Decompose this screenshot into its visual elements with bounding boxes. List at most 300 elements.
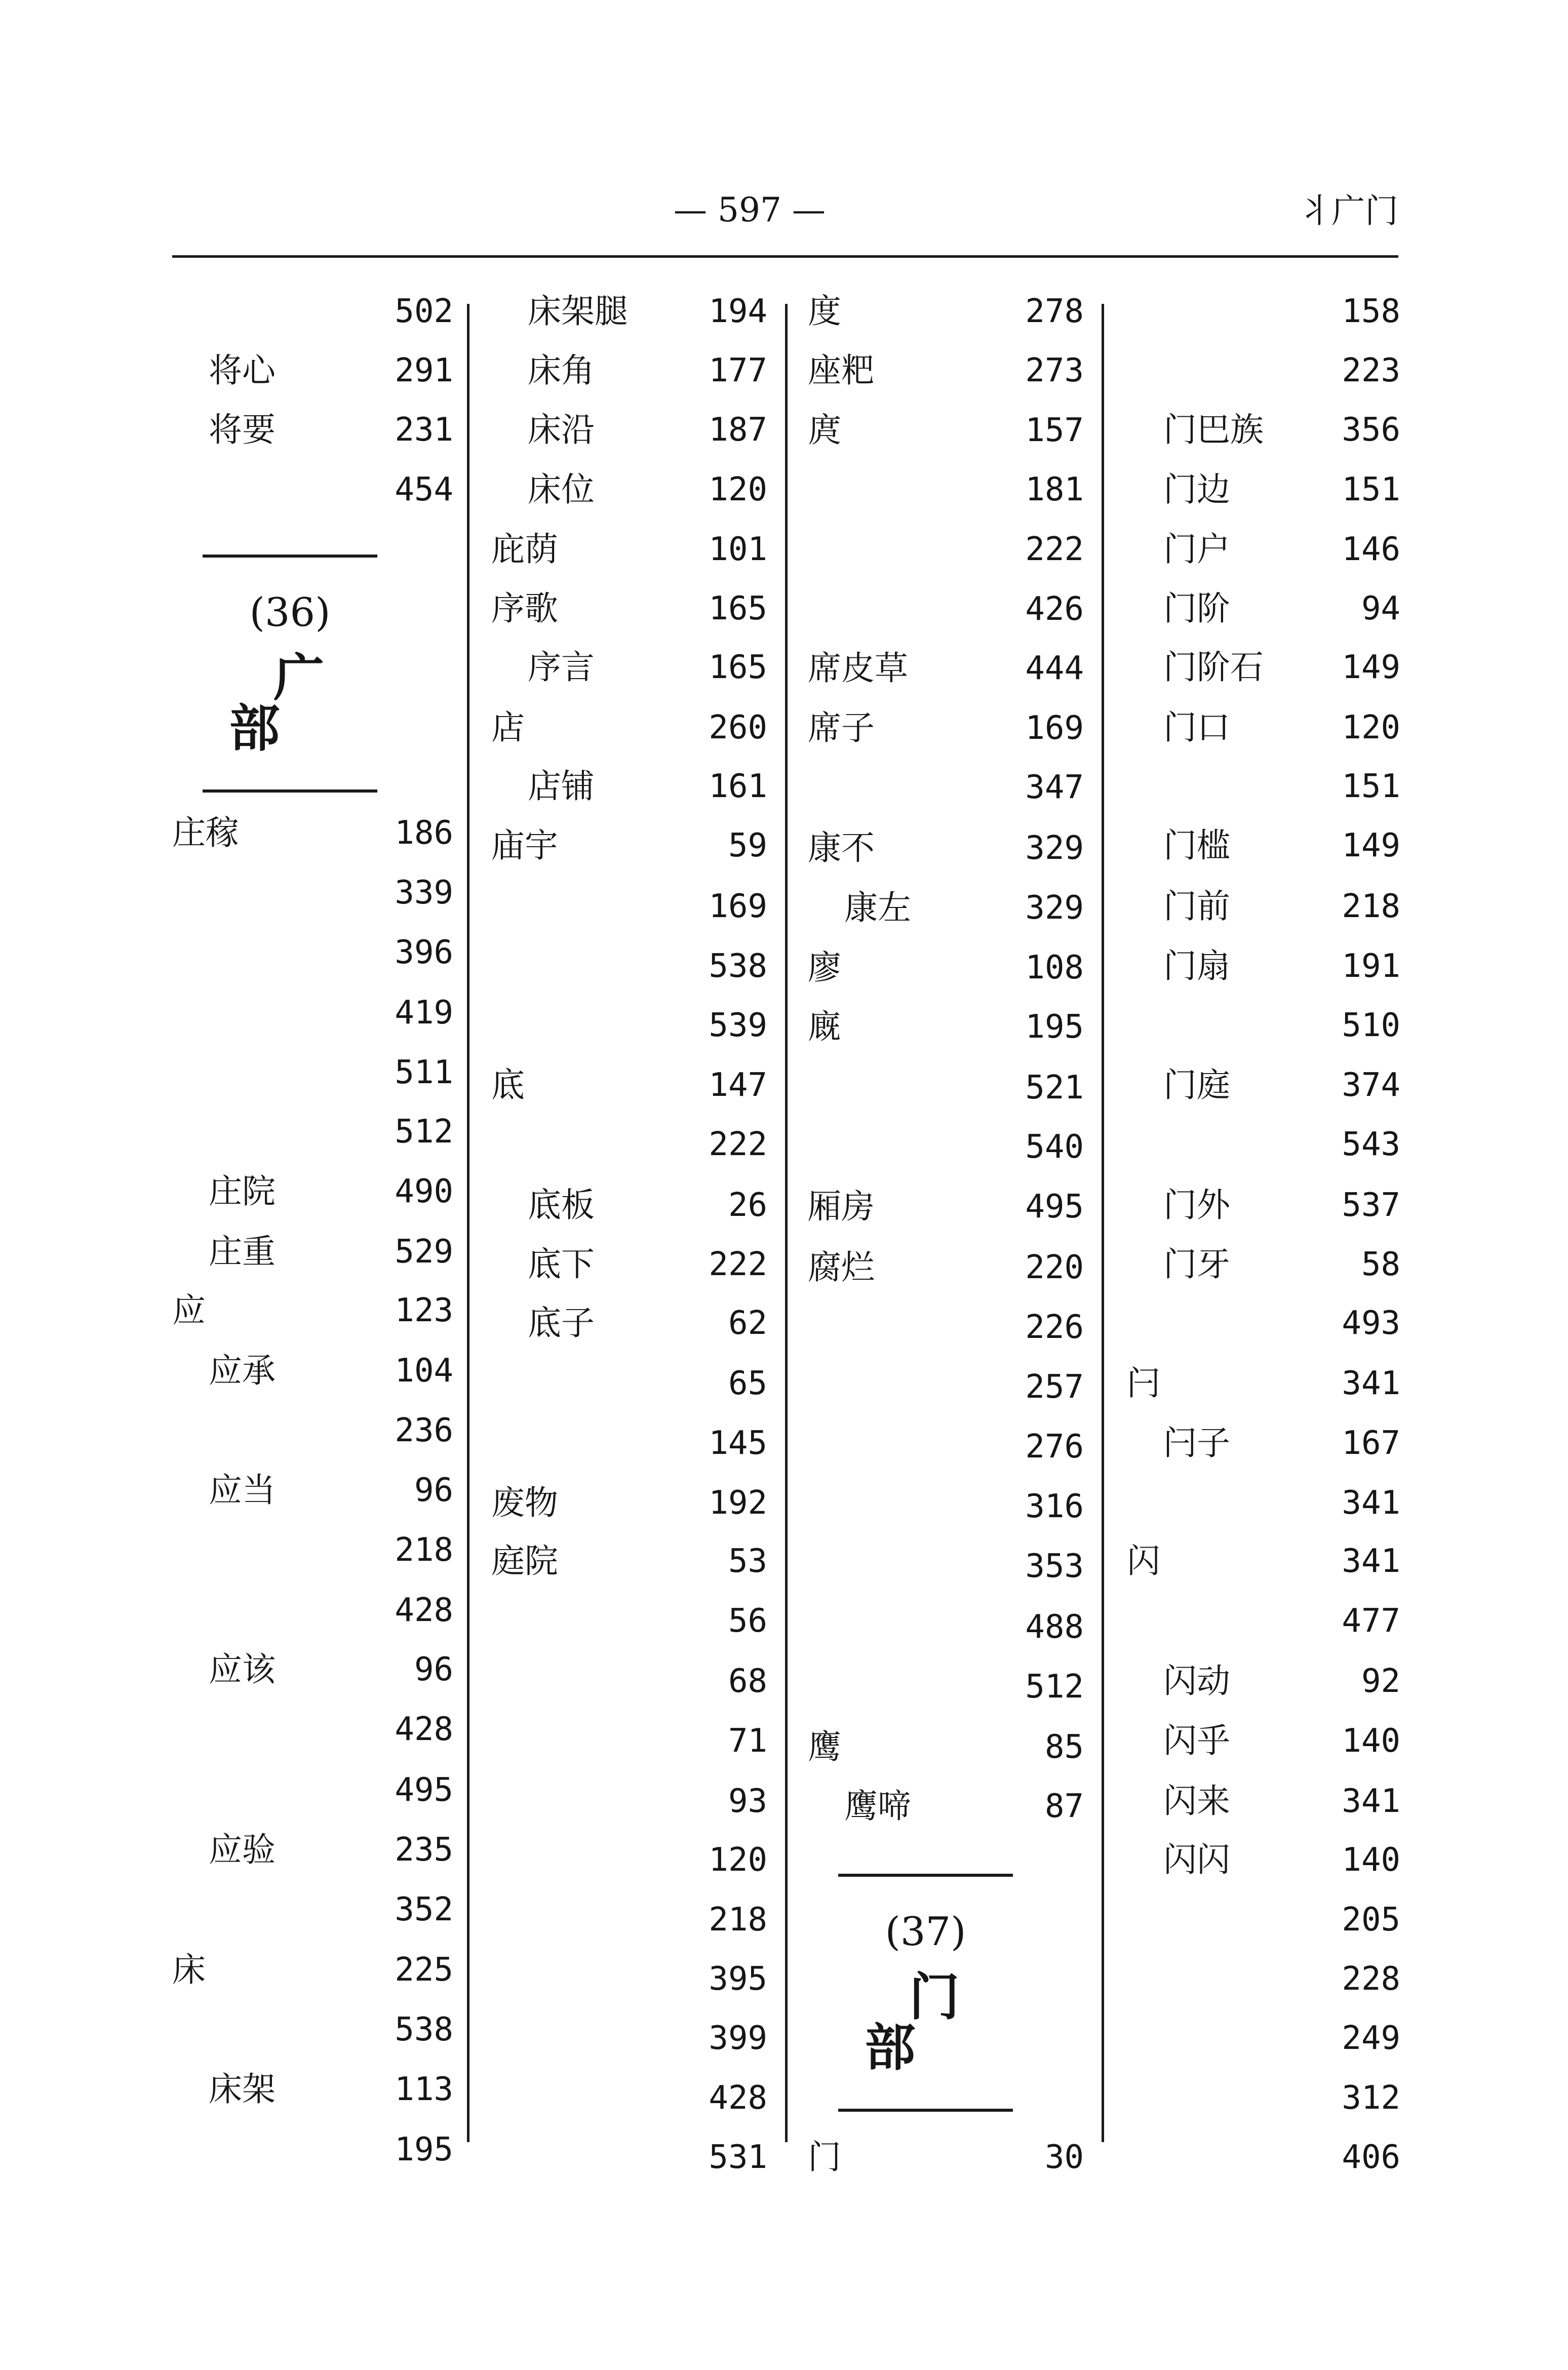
entry-page-number: 146 xyxy=(1342,531,1400,568)
entry-page-number: 495 xyxy=(395,1771,453,1809)
entry-page-number: 341 xyxy=(1342,1365,1400,1402)
entry-page-number: 531 xyxy=(709,2139,767,2176)
entry-page-number: 30 xyxy=(1044,2139,1084,2176)
index-entry xyxy=(1127,640,1400,695)
index-entry xyxy=(1127,818,1400,874)
entry-term: 门巴族 xyxy=(1163,410,1264,449)
entry-term: 底子 xyxy=(528,1304,595,1342)
entry-page-number: 511 xyxy=(395,1054,453,1091)
index-entry xyxy=(1127,1951,1400,2007)
entry-page-number: 101 xyxy=(709,531,767,568)
entry-page-number: 352 xyxy=(395,1891,453,1928)
entry-page-number: 165 xyxy=(709,649,767,686)
index-entry xyxy=(172,1463,453,1518)
entry-term: 庄重 xyxy=(209,1232,276,1271)
entry-term: 席子 xyxy=(808,708,875,747)
entry-term: 庹 xyxy=(808,411,841,450)
index-entry xyxy=(808,1779,1084,1834)
entry-term: 门前 xyxy=(1163,887,1230,926)
entry-page-number: 543 xyxy=(1342,1126,1400,1163)
header-rule xyxy=(172,255,1398,258)
entry-page-number: 538 xyxy=(709,947,767,985)
entry-page-number: 490 xyxy=(395,1173,453,1210)
index-entry xyxy=(1127,522,1400,577)
entry-page-number: 187 xyxy=(709,411,767,449)
entry-term: 门边 xyxy=(1163,470,1230,509)
entry-term: 床 xyxy=(172,1950,206,1989)
entry-page-number: 94 xyxy=(1361,590,1400,627)
index-entry xyxy=(808,1719,1084,1775)
entry-page-number: 406 xyxy=(1342,2139,1400,2176)
entry-term: 底 xyxy=(491,1065,525,1104)
entry-term: 廖 xyxy=(808,948,841,987)
entry-page-number: 149 xyxy=(1342,649,1400,686)
entry-page-number: 316 xyxy=(1025,1488,1084,1525)
column-divider xyxy=(785,304,788,2142)
entry-term: 应该 xyxy=(209,1650,276,1689)
index-entry xyxy=(491,462,767,518)
index-entry xyxy=(808,1599,1084,1655)
entry-term: 应验 xyxy=(209,1830,276,1869)
entry-page-number: 151 xyxy=(1342,768,1400,805)
entry-page-number: 120 xyxy=(709,1841,767,1879)
radical-name: 门部 xyxy=(865,1967,1031,2077)
index-entry xyxy=(808,1359,1084,1415)
index-entry xyxy=(172,343,453,399)
entry-term: 度 xyxy=(808,292,841,331)
index-entry xyxy=(1127,1533,1400,1589)
entry-page-number: 226 xyxy=(1025,1309,1084,1346)
entry-page-number: 169 xyxy=(1025,709,1084,747)
entry-page-number: 205 xyxy=(1342,1901,1400,1939)
entry-term: 门外 xyxy=(1163,1186,1230,1224)
index-entry xyxy=(1127,1356,1400,1411)
entry-page-number: 157 xyxy=(1025,412,1084,449)
entry-page-number: 260 xyxy=(709,709,767,746)
index-entry xyxy=(491,1475,767,1531)
index-entry xyxy=(491,1892,767,1948)
index-column-3 xyxy=(808,284,1084,2177)
index-column-2 xyxy=(491,284,767,2176)
index-entry xyxy=(1127,938,1400,994)
entry-term: 腐烂 xyxy=(808,1248,875,1287)
entry-page-number: 223 xyxy=(1342,352,1400,389)
index-column-4 xyxy=(1127,284,1400,2176)
index-entry xyxy=(1127,2010,1400,2066)
entry-page-number: 341 xyxy=(1342,1783,1400,1820)
entry-term: 门阶 xyxy=(1163,589,1230,628)
entry-term: 门口 xyxy=(1163,708,1230,747)
entry-term: 序歌 xyxy=(491,589,558,628)
index-entry xyxy=(808,999,1084,1055)
index-entry xyxy=(172,1762,453,1818)
entry-page-number: 339 xyxy=(395,874,453,912)
index-entry xyxy=(491,1057,767,1113)
entry-page-number: 512 xyxy=(395,1113,453,1151)
column-divider xyxy=(467,304,469,2142)
entry-page-number: 396 xyxy=(395,934,453,971)
entry-page-number: 96 xyxy=(414,1651,453,1688)
entry-page-number: 428 xyxy=(709,2079,767,2117)
entry-page-number: 147 xyxy=(709,1066,767,1104)
entry-term: 门槛 xyxy=(1163,826,1230,865)
entry-page-number: 374 xyxy=(1342,1066,1400,1104)
index-entry xyxy=(172,1283,453,1338)
index-entry xyxy=(172,1942,453,1998)
index-entry xyxy=(172,1403,453,1458)
entry-term: 应当 xyxy=(209,1471,276,1510)
index-entry xyxy=(172,1343,453,1399)
entry-page-number: 495 xyxy=(1025,1188,1084,1226)
entry-page-number: 194 xyxy=(709,293,767,330)
entry-term: 床架 xyxy=(209,2070,276,2109)
index-entry xyxy=(808,1538,1084,1594)
entry-page-number: 65 xyxy=(728,1365,767,1402)
index-entry xyxy=(1127,700,1400,756)
entry-page-number: 191 xyxy=(1342,947,1400,985)
index-entry xyxy=(491,1773,767,1829)
entry-term: 闩 xyxy=(1127,1364,1160,1403)
index-entry xyxy=(172,462,453,518)
entry-page-number: 145 xyxy=(709,1425,767,1462)
entry-term: 床架腿 xyxy=(528,292,628,331)
index-entry xyxy=(491,2010,767,2066)
entry-page-number: 181 xyxy=(1025,471,1084,508)
index-entry xyxy=(1127,1415,1400,1471)
index-entry xyxy=(808,2129,1084,2185)
entry-page-number: 192 xyxy=(709,1484,767,1522)
entry-page-number: 222 xyxy=(709,1126,767,1163)
entry-term: 鹰啼 xyxy=(844,1787,911,1826)
index-entry xyxy=(172,284,453,339)
index-entry xyxy=(808,641,1084,696)
entry-page-number: 167 xyxy=(1342,1425,1400,1462)
index-entry xyxy=(1127,1117,1400,1172)
entry-page-number: 235 xyxy=(395,1831,453,1869)
entry-term: 闪乎 xyxy=(1163,1721,1230,1760)
entry-page-number: 228 xyxy=(1342,1960,1400,1998)
entry-term: 门扇 xyxy=(1163,946,1230,985)
entry-page-number: 108 xyxy=(1025,949,1084,986)
entry-page-number: 419 xyxy=(395,994,453,1032)
entry-page-number: 149 xyxy=(1342,827,1400,864)
index-entry xyxy=(808,1119,1084,1175)
index-entry xyxy=(491,1653,767,1709)
entry-term: 门牙 xyxy=(1163,1245,1230,1284)
entry-term: 闪 xyxy=(1127,1542,1160,1581)
index-entry xyxy=(1127,1057,1400,1113)
entry-term: 应 xyxy=(172,1291,206,1330)
entry-page-number: 177 xyxy=(709,352,767,389)
entry-term: 庄稼 xyxy=(172,813,239,852)
index-entry xyxy=(491,343,767,399)
index-entry xyxy=(1127,1177,1400,1233)
index-entry xyxy=(172,2122,453,2178)
index-entry xyxy=(808,760,1084,815)
index-entry xyxy=(491,759,767,814)
entry-term: 闪动 xyxy=(1163,1662,1230,1701)
entry-term: 床角 xyxy=(528,351,595,390)
index-entry xyxy=(172,402,453,458)
entry-page-number: 428 xyxy=(395,1592,453,1629)
index-entry xyxy=(808,403,1084,458)
index-entry xyxy=(172,1642,453,1697)
entry-page-number: 341 xyxy=(1342,1484,1400,1522)
index-entry xyxy=(172,1164,453,1219)
index-entry xyxy=(808,284,1084,339)
radical-rule-bottom xyxy=(203,789,377,793)
entry-page-number: 353 xyxy=(1025,1548,1084,1585)
entry-page-number: 539 xyxy=(709,1007,767,1044)
entry-page-number: 236 xyxy=(395,1412,453,1449)
entry-term: 废物 xyxy=(491,1483,558,1522)
index-entry xyxy=(808,700,1084,756)
index-entry xyxy=(808,1179,1084,1235)
index-entry xyxy=(491,1415,767,1471)
entry-page-number: 493 xyxy=(1342,1305,1400,1342)
index-entry xyxy=(1127,1653,1400,1709)
index-entry xyxy=(1127,462,1400,518)
index-entry xyxy=(1127,1475,1400,1531)
radical-heading xyxy=(838,1874,1031,2112)
index-entry xyxy=(491,998,767,1053)
entry-page-number: 169 xyxy=(709,888,767,925)
index-entry xyxy=(172,1522,453,1578)
index-entry xyxy=(1127,879,1400,934)
index-entry xyxy=(491,1117,767,1172)
radical-name: 广部 xyxy=(229,648,395,758)
index-entry xyxy=(808,343,1084,399)
entry-term: 门阶石 xyxy=(1163,648,1264,687)
index-entry xyxy=(172,1104,453,1160)
index-entry xyxy=(172,1882,453,1938)
entry-page-number: 278 xyxy=(1025,293,1084,330)
entry-page-number: 529 xyxy=(395,1233,453,1271)
index-entry xyxy=(491,1533,767,1589)
entry-term: 康不 xyxy=(808,828,875,867)
index-entry xyxy=(1127,1593,1400,1649)
index-entry xyxy=(172,865,453,921)
index-entry xyxy=(172,805,453,861)
index-entry xyxy=(172,925,453,980)
entry-page-number: 93 xyxy=(728,1783,767,1820)
index-entry xyxy=(1127,998,1400,1053)
entry-page-number: 59 xyxy=(728,827,767,864)
entry-page-number: 195 xyxy=(1025,1008,1084,1046)
entry-page-number: 538 xyxy=(395,2011,453,2048)
entry-page-number: 510 xyxy=(1342,1007,1400,1044)
entry-page-number: 218 xyxy=(395,1531,453,1569)
index-entry xyxy=(491,1237,767,1292)
index-entry xyxy=(1127,2070,1400,2126)
index-entry xyxy=(172,985,453,1041)
index-entry xyxy=(808,1240,1084,1295)
index-entry xyxy=(1127,1832,1400,1888)
entry-term: 闪来 xyxy=(1163,1782,1230,1821)
entry-page-number: 218 xyxy=(1342,888,1400,925)
entry-term: 席皮草 xyxy=(808,649,908,688)
entry-page-number: 454 xyxy=(395,471,453,508)
entry-page-number: 512 xyxy=(1025,1668,1084,1706)
index-entry xyxy=(491,879,767,934)
index-entry xyxy=(808,462,1084,518)
entry-term: 鹰 xyxy=(808,1727,841,1766)
entry-page-number: 85 xyxy=(1044,1728,1084,1766)
index-entry xyxy=(172,1224,453,1280)
entry-term: 将要 xyxy=(209,410,276,449)
entry-term: 座粑 xyxy=(808,351,875,390)
entry-page-number: 222 xyxy=(1025,531,1084,568)
entry-page-number: 329 xyxy=(1025,830,1084,867)
entry-page-number: 329 xyxy=(1025,889,1084,927)
index-entry xyxy=(491,938,767,994)
entry-page-number: 395 xyxy=(709,1960,767,1998)
entry-page-number: 291 xyxy=(395,352,453,389)
radical-rule-top xyxy=(838,1874,1013,1877)
entry-page-number: 161 xyxy=(709,768,767,805)
index-entry xyxy=(491,2070,767,2126)
entry-page-number: 26 xyxy=(728,1187,767,1224)
index-entry xyxy=(172,1822,453,1878)
entry-page-number: 96 xyxy=(414,1472,453,1509)
index-entry xyxy=(1127,1773,1400,1829)
entry-page-number: 123 xyxy=(395,1292,453,1329)
entry-page-number: 140 xyxy=(1342,1722,1400,1760)
index-entry xyxy=(172,2002,453,2058)
index-entry xyxy=(808,880,1084,936)
entry-page-number: 56 xyxy=(728,1602,767,1640)
entry-term: 庙宇 xyxy=(491,826,558,865)
entry-page-number: 140 xyxy=(1342,1841,1400,1879)
index-column-1 xyxy=(172,284,453,2167)
radical-number: (36) xyxy=(249,590,331,636)
section-radicals: 丬广门 xyxy=(1298,191,1398,230)
entry-page-number: 195 xyxy=(395,2131,453,2168)
index-entry xyxy=(808,1659,1084,1715)
index-entry xyxy=(491,1177,767,1233)
index-entry xyxy=(491,700,767,756)
entry-term: 康左 xyxy=(844,888,911,927)
entry-term: 店 xyxy=(491,708,525,747)
index-entry xyxy=(808,1479,1084,1534)
index-entry xyxy=(808,581,1084,637)
entry-page-number: 165 xyxy=(709,590,767,627)
index-entry xyxy=(491,640,767,695)
entry-term: 底板 xyxy=(528,1186,595,1224)
index-entry xyxy=(1127,581,1400,637)
entry-term: 门庭 xyxy=(1163,1065,1230,1104)
entry-page-number: 341 xyxy=(1342,1543,1400,1580)
entry-term: 闪闪 xyxy=(1163,1840,1230,1879)
radical-rule-top xyxy=(203,555,377,558)
index-entry xyxy=(491,402,767,458)
entry-page-number: 428 xyxy=(395,1711,453,1748)
entry-page-number: 276 xyxy=(1025,1428,1084,1466)
entry-page-number: 312 xyxy=(1342,2079,1400,2117)
entry-page-number: 257 xyxy=(1025,1368,1084,1406)
index-entry xyxy=(1127,1295,1400,1351)
index-entry xyxy=(491,522,767,577)
index-entry xyxy=(491,1832,767,1888)
entry-page-number: 225 xyxy=(395,1951,453,1989)
entry-page-number: 68 xyxy=(728,1663,767,1700)
index-entry xyxy=(1127,759,1400,814)
entry-page-number: 53 xyxy=(728,1543,767,1580)
entry-page-number: 540 xyxy=(1025,1128,1084,1166)
entry-page-number: 444 xyxy=(1025,650,1084,687)
index-entry xyxy=(808,522,1084,577)
radical-number: (37) xyxy=(885,1909,966,1955)
entry-page-number: 222 xyxy=(709,1246,767,1283)
entry-term: 序言 xyxy=(528,648,595,687)
entry-page-number: 273 xyxy=(1025,352,1084,389)
index-entry xyxy=(491,1295,767,1351)
index-entry xyxy=(491,581,767,637)
entry-page-number: 537 xyxy=(1342,1187,1400,1224)
index-entry xyxy=(808,940,1084,996)
entry-page-number: 426 xyxy=(1025,590,1084,628)
entry-page-number: 71 xyxy=(728,1722,767,1760)
index-entry xyxy=(491,818,767,874)
entry-page-number: 113 xyxy=(395,2071,453,2108)
index-entry xyxy=(491,284,767,339)
entry-term: 床位 xyxy=(528,470,595,509)
entry-term: 庇荫 xyxy=(491,530,558,569)
index-entry xyxy=(491,2129,767,2185)
radical-heading xyxy=(203,555,395,793)
index-entry xyxy=(172,1045,453,1100)
index-entry xyxy=(1127,1237,1400,1292)
entry-term: 底下 xyxy=(528,1245,595,1284)
entry-term: 厢房 xyxy=(808,1187,875,1226)
entry-page-number: 58 xyxy=(1361,1246,1400,1283)
index-entry xyxy=(1127,284,1400,339)
index-entry xyxy=(808,1419,1084,1475)
entry-page-number: 502 xyxy=(395,293,453,330)
entry-page-number: 104 xyxy=(395,1352,453,1390)
radical-rule-bottom xyxy=(838,2109,1013,2112)
entry-page-number: 120 xyxy=(1342,709,1400,746)
entry-term: 庭院 xyxy=(491,1542,558,1581)
index-entry xyxy=(172,1702,453,1757)
index-entry xyxy=(491,1713,767,1769)
index-entry xyxy=(1127,2129,1400,2185)
entry-page-number: 186 xyxy=(395,814,453,852)
index-entry xyxy=(808,1060,1084,1116)
entry-page-number: 488 xyxy=(1025,1608,1084,1646)
entry-page-number: 521 xyxy=(1025,1069,1084,1107)
entry-page-number: 218 xyxy=(709,1901,767,1939)
entry-page-number: 347 xyxy=(1025,769,1084,806)
index-entry xyxy=(491,1951,767,2007)
entry-term: 店铺 xyxy=(528,767,595,806)
entry-page-number: 399 xyxy=(709,2020,767,2057)
entry-page-number: 120 xyxy=(709,471,767,508)
entry-term: 床沿 xyxy=(528,410,595,449)
index-entry xyxy=(808,1299,1084,1355)
entry-page-number: 249 xyxy=(1342,2020,1400,2057)
entry-page-number: 87 xyxy=(1044,1788,1084,1825)
entry-term: 将心 xyxy=(209,351,276,390)
index-entry xyxy=(1127,343,1400,399)
entry-page-number: 356 xyxy=(1342,411,1400,449)
entry-page-number: 477 xyxy=(1342,1602,1400,1640)
entry-term: 庄院 xyxy=(209,1172,276,1211)
column-divider xyxy=(1102,304,1104,2142)
index-entry xyxy=(1127,402,1400,458)
entry-term: 应承 xyxy=(209,1351,276,1390)
entry-page-number: 151 xyxy=(1342,471,1400,508)
